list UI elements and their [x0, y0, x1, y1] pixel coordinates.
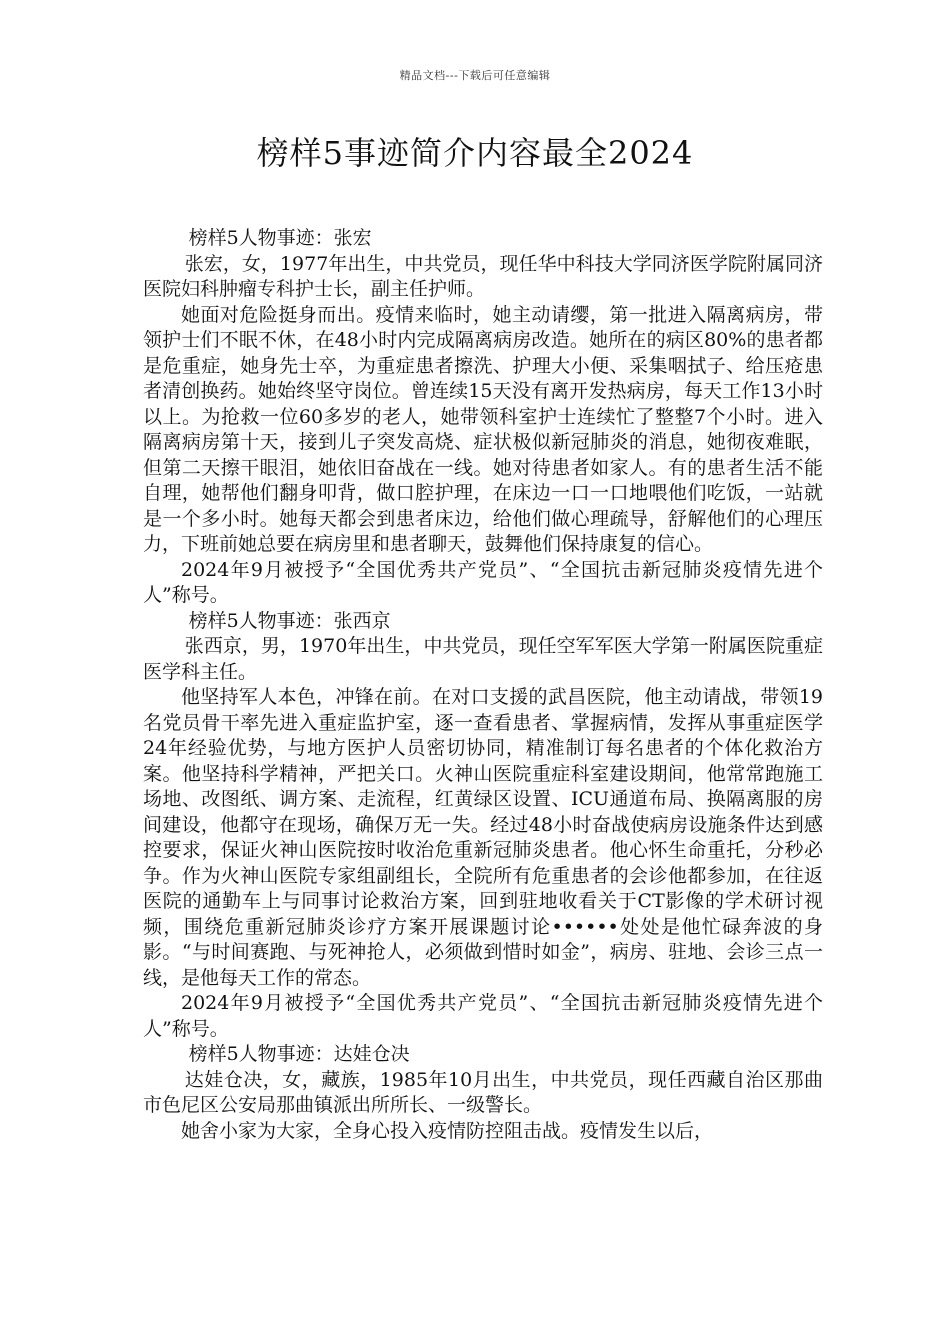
page-header: 精品文档---下载后可任意编辑 — [399, 69, 551, 82]
document-title: 榜样5事迹简介内容最全2024 — [256, 134, 694, 172]
section-heading-dawa-cangjue: 榜样5人物事迹：达娃仓决 — [188, 1043, 410, 1065]
document-body — [143, 226, 823, 1144]
paragraph-zhang-xijing-deeds: 他坚持军人本色，冲锋在前。在对口支援的武昌医院，他主动请战，带领19名党员骨干率先进入重症监护室，逐一查看患者、掌握病情，发挥从事重症医学24年经验优势，与地方医护人员密切协同，精准制订每名患者的个体化救治方案。他坚持科学精神，严把关口。火神山医院重症科室建设期间，他常常跑施工场地、改图纸、调方案、走流程，红黄绿区设置、ICU通道布局、换隔离服的房间建设，他都守在现场，确保万无一失。经过48小时奋战使病房设施条件达到感控要求，保证火神山医院按时收治危重新冠肺炎患者。他心怀生命重托，分秒必争。作为火神山医院专家组副组长，全院所有危重患者的会诊他都参加，在往返医院的通勤车上与同事讨论救治方案，回到驻地收看关于CT影像的学术研讨视频，围绕危重新冠肺炎诊疗方案开展课题讨论••••••处处是他忙碌奔波的身影。“与时间赛跑、与死神抢人，必须做到惜时如金”，病房、驻地、会诊三点一线，是他每天工作的常态。 — [143, 686, 823, 989]
paragraph-zhang-hong-intro: 张宏，女，1977年出生，中共党员，现任华中科技大学同济医学院附属同济医院妇科肿瘤专科护士长，副主任护师。 — [143, 252, 823, 300]
section-heading-zhang-hong: 榜样5人物事迹：张宏 — [188, 227, 372, 249]
paragraph-zhang-hong-deeds: 她面对危险挺身而出。疫情来临时，她主动请缨，第一批进入隔离病房，带领护士们不眠不休，在48小时内完成隔离病房改造。她所在的病区80%的患者都是危重症，她身先士卒，为重症患者擦洗、护理大小便、采集咽拭子、给压疮患者清创换药。她始终坚守岗位。曾连续15天没有离开发热病房，每天工作13小时以上。为抢救一位60多岁的老人，她带领科室护士连续忙了整整7个小时。进入隔离病房第十天，接到儿子突发高烧、症状极似新冠肺炎的消息，她彻夜难眠，但第二天擦干眼泪，她依旧奋战在一线。她对待患者如家人。有的患者生活不能自理，她帮他们翻身叩背，做口腔护理，在床边一口一口地喂他们吃饭，一站就是一个多小时。她每天都会到患者床边，给他们做心理疏导，舒解他们的心理压力，下班前她总要在病房里和患者聊天，鼓舞他们保持康复的信心。 — [143, 303, 823, 555]
section-heading-zhang-xijing: 榜样5人物事迹：张西京 — [188, 609, 391, 632]
paragraph-dawa-cangjue-intro: 达娃仓决，女，藏族，1985年10月出生，中共党员，现任西藏自治区那曲市色尼区公安局那曲镇派出所所长、一级警长。 — [143, 1068, 823, 1116]
paragraph-dawa-cangjue-deeds: 她舍小家为大家，全身心投入疫情防控阻击战。疫情发生以后， — [181, 1119, 714, 1142]
paragraph-zhang-xijing-intro: 张西京，男，1970年出生，中共党员，现任空军军医大学第一附属医院重症医学科主任。 — [143, 635, 823, 683]
paragraph-zhang-hong-award: 2024年9月被授予“全国优秀共产党员”、“全国抗击新冠肺炎疫情先进个人”称号。 — [143, 558, 823, 606]
paragraph-zhang-xijing-award: 2024年9月被授予“全国优秀共产党员”、“全国抗击新冠肺炎疫情先进个人”称号。 — [143, 992, 823, 1040]
